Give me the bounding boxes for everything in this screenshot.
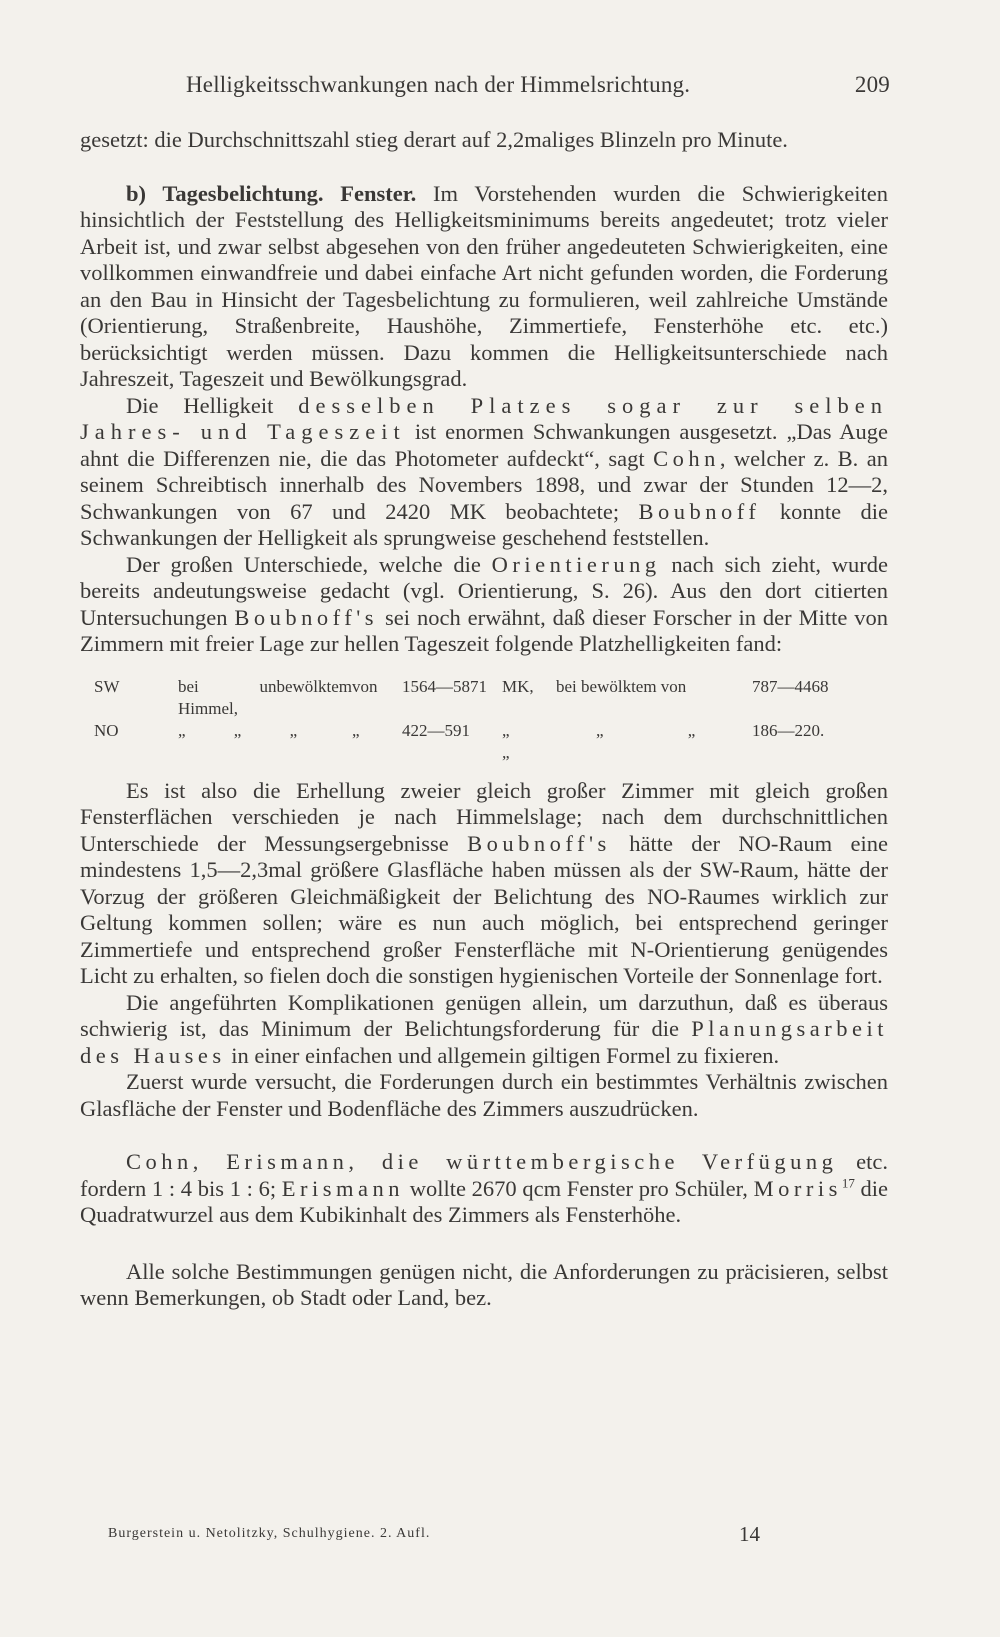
table-cell: bei unbewölktem Himmel, (178, 676, 352, 718)
emphasis-run: Cohn, Erismann, die württembergische Verfügung (126, 1149, 838, 1174)
author-name: Morris (753, 1175, 842, 1201)
author-name: Boubnoff's (234, 604, 379, 630)
emphasis-run: Orientierung (491, 551, 661, 577)
footer-source: Burgerstein u. Netolitzky, Schulhygiene. 2. Aufl. (108, 1526, 431, 1541)
text-run: in einer einfachen und allgemein giltigen Formel zu fixieren. (231, 1042, 780, 1068)
paragraph-1: gesetzt: die Durchschnittszahl stieg derart auf 2,2maliges Blinzeln pro Minute. (80, 127, 788, 152)
spacer (80, 1122, 888, 1149)
emphasis-run: Planungsarbeit des Hauses (80, 1016, 888, 1068)
text-run: Die Helligkeit (126, 392, 274, 418)
table-cell: SW (94, 676, 120, 696)
emphasis-run: desselben Platzes sogar zur selben Jahres- und Tageszeit (80, 392, 889, 444)
spacer (80, 1229, 888, 1259)
table-cell: 787—4468 (752, 676, 829, 696)
paragraph-9: Alle solche Bestimmungen genügen nicht, die Anforderungen zu präcisieren, selbst wenn Bemerkungen, ob Stadt oder Land, bez. (80, 1258, 888, 1310)
table-cell: 422—591 (402, 720, 470, 740)
table-cell: NO (94, 720, 119, 740)
measurement-table (94, 676, 888, 764)
paragraph-2-text: Im Vorstehenden wurden die Schwierigkeiten hinsichtlich der Feststellung des Helligkeitsminimums bereits angedeutet; trotz vieler Arbeit ist, und zwar selbst abgesehen von den früher angedeuteten Schwierigkeiten, eine vollkommen einwandfreie und dabei einfache Art nicht gefunden worden, die Forderung an den Bau in Hinsicht der Tagesbelichtung zu formulieren, weil zahlreiche Umstände (Orientierung, Straßenbreite, Haushöhe, Zimmertiefe, Fensterhöhe etc. etc.) berücksichtigt werden müssen. Dazu kommen die Helligkeitsunterschiede nach Jahreszeit, Tageszeit und Bewölkungsgrad. (80, 180, 888, 391)
author-name: Erismann (281, 1175, 405, 1201)
text-run: , welcher z. B. an seinem Schreibtisch innerhalb des Novembers 1898, und zwar der Stunden 12—2, Schwankungen von 67 und 2420 MK beobachtete; (80, 445, 888, 524)
paragraph-5 (80, 778, 888, 990)
text-run: Der großen Unterschiede, welche die (126, 551, 481, 577)
text-run: Es ist also die Erhellung zweier gleich großer Zimmer mit gleich großen Fensterflächen verschieden je nach Himmelslage; nach dem durchschnittlichen Unterschiede der Messungsergebnisse (80, 777, 888, 856)
text-run: die Quadratwurzel aus dem Kubikinhalt des Zimmers als Fensterhöhe. (80, 1175, 889, 1227)
paragraph-3 (80, 393, 888, 552)
text-run: konnte die Schwankungen der Helligkeit als sprungweise geschehend feststellen. (80, 498, 889, 550)
spacer (80, 154, 888, 181)
table-cell: „ „ (596, 720, 736, 740)
author-name: Boubnoff (638, 498, 761, 524)
text-run: sei noch erwähnt, daß dieser Forscher in der Mitte von Zimmern mit freier Lage zur hellen Tageszeit folgende Platzhelligkeiten fand: (80, 604, 889, 656)
table-cell: „ „ (502, 720, 522, 762)
table-cell: 186—220. (752, 720, 825, 740)
section-heading: b) Tagesbelichtung. Fenster. (126, 180, 417, 206)
signature-mark: 14 (739, 1522, 760, 1546)
text-run: wollte 2670 qcm Fenster pro Schüler, (409, 1175, 748, 1201)
table-cell: 1564—5871 (402, 676, 487, 696)
table-cell: „ (352, 720, 360, 740)
text-run: etc. fordern 1 : 4 bis 1 : 6; (80, 1149, 888, 1201)
author-name: Boubnoff's (467, 830, 611, 856)
running-header (186, 72, 890, 98)
paragraph-7: Zuerst wurde versucht, die Forderungen durch ein bestimmtes Verhältnis zwischen Glasfläche der Fenster und Bodenfläche des Zimmers auszudrücken. (80, 1069, 888, 1121)
page-number: 209 (854, 72, 890, 97)
page-footer (108, 1522, 760, 1546)
paragraph-8 (80, 1149, 888, 1229)
text-run: ist enormen Schwankungen ausgesetzt. „Das Auge ahnt die Differenzen nie, die das Photometer aufdeckt“, sagt (80, 419, 888, 471)
running-title: Helligkeitsschwankungen nach der Himmelsrichtung. (186, 72, 691, 97)
table-cell: „ „ „ (178, 720, 320, 740)
author-name: Cohn (653, 445, 720, 471)
table-row (94, 676, 888, 720)
text-run: hätte der NO-Raum eine mindestens 1,5—2,3mal größere Glasfläche haben müssen als der SW-Raum, hätte der Vorzug der größeren Gleichmäßigkeit der Belichtung des NO-Raumes wirklich zur Geltung kommen sollen; wäre es nun auch möglich, bei entsprechend geringer Zimmertiefe und entsprechend großer Fensterfläche mit N-Orientierung genügendes Licht zu erhalten, so fielen doch die sonstigen hygienischen Vorteile der Sonnenlage fort. (80, 830, 889, 988)
footnote-marker: 17 (841, 1175, 855, 1190)
table-row (94, 720, 888, 764)
table-cell: MK, (502, 676, 534, 696)
paragraph-6 (80, 990, 888, 1070)
page-body (80, 127, 888, 1312)
text-run: nach sich zieht, wurde bereits andeutungsweise gedacht (vgl. Orientierung, S. 26). Aus den dort citierten Untersuchungen (80, 551, 889, 630)
table-cell: bei bewölktem von (556, 676, 687, 696)
table-cell: von (352, 676, 378, 696)
paragraph-2 (80, 181, 888, 393)
paragraph-4 (80, 552, 888, 658)
text-run: Die angeführten Komplikationen genügen allein, um darzuthun, daß es überaus schwierig ist, das Minimum der Belichtungsforderung für die (80, 989, 888, 1041)
